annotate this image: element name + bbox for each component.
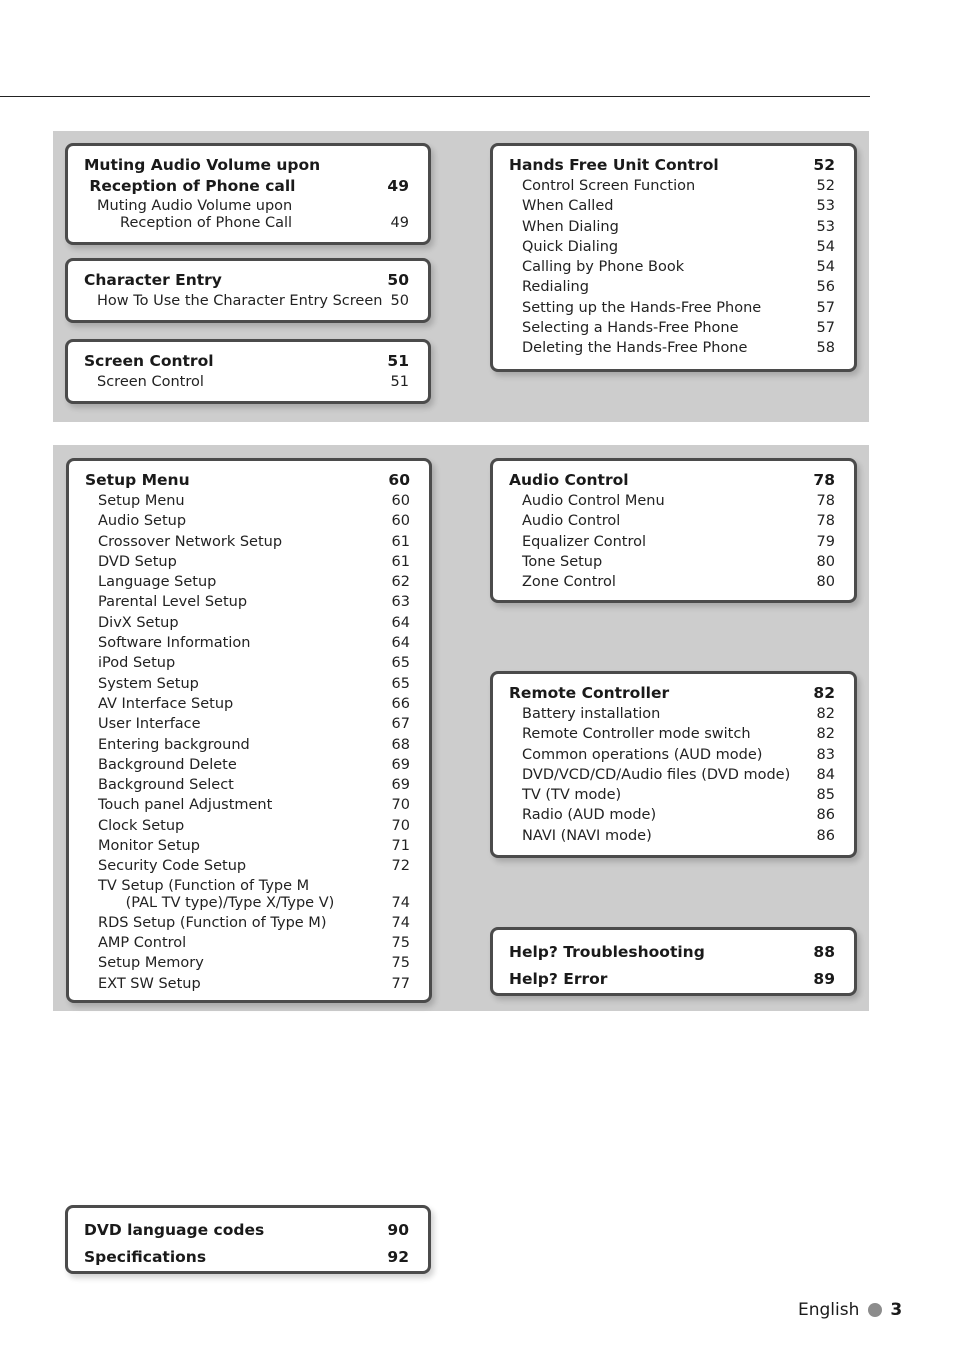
toc-entry-label: Crossover Network Setup bbox=[98, 533, 283, 550]
toc-entry[interactable] bbox=[85, 613, 410, 633]
toc-entry[interactable] bbox=[85, 592, 410, 612]
toc-entry-page: 75 bbox=[391, 934, 410, 951]
toc-entry[interactable] bbox=[509, 237, 835, 257]
toc-entry-page: 64 bbox=[391, 614, 410, 631]
toc-entry[interactable] bbox=[85, 552, 410, 572]
toc-entry[interactable] bbox=[509, 552, 835, 572]
toc-entry-label: NAVI (NAVI mode) bbox=[522, 827, 652, 844]
toc-entry[interactable] bbox=[509, 785, 835, 805]
page-footer bbox=[798, 1300, 902, 1320]
toc-entry-page: 57 bbox=[816, 299, 835, 316]
toc-entry-label: TV (TV mode) bbox=[522, 787, 622, 804]
toc-entry[interactable] bbox=[509, 572, 835, 592]
toc-entry-label: Audio Control bbox=[522, 513, 621, 530]
toc-entry-label: Clock Setup bbox=[98, 817, 185, 834]
toc-entry-label: Audio Setup bbox=[98, 513, 187, 530]
toc-entry-label: Setting up the Hands-Free Phone bbox=[522, 299, 762, 316]
toc-entry-label: Background Delete bbox=[98, 756, 237, 773]
toc-heading-page: 50 bbox=[387, 271, 409, 289]
toc-entry-label: Common operations (AUD mode) bbox=[522, 746, 763, 763]
toc-entry-label: When Called bbox=[522, 198, 614, 215]
toc-heading-page: 82 bbox=[813, 684, 835, 702]
toc-entry-label: RDS Setup (Function of Type M) bbox=[98, 914, 327, 931]
toc-entry-page: 74 bbox=[391, 894, 410, 911]
toc-heading[interactable] bbox=[509, 470, 835, 491]
toc-entry-label: iPod Setup bbox=[98, 655, 176, 672]
toc-entry-label: Entering background bbox=[98, 736, 250, 753]
toc-entry-page: 63 bbox=[391, 594, 410, 611]
toc-heading[interactable] bbox=[84, 351, 409, 372]
toc-entry[interactable] bbox=[85, 877, 410, 913]
toc-heading-label: Audio Control bbox=[509, 471, 629, 489]
toc-entry-page: 70 bbox=[391, 817, 410, 834]
toc-heading[interactable] bbox=[509, 966, 835, 993]
toc-entry-page: 58 bbox=[816, 340, 835, 357]
toc-entry[interactable] bbox=[509, 277, 835, 297]
toc-entry-page: 51 bbox=[390, 374, 409, 390]
toc-entry-page: 83 bbox=[816, 746, 835, 763]
toc-heading-page: 49 bbox=[387, 177, 409, 195]
toc-entry[interactable] bbox=[85, 714, 410, 734]
toc-entry[interactable] bbox=[509, 176, 835, 196]
toc-heading-page: 52 bbox=[813, 156, 835, 174]
toc-entry-page: 79 bbox=[816, 533, 835, 550]
toc-entry-label: Screen Control bbox=[97, 374, 204, 390]
toc-entry-label: Touch panel Adjustment bbox=[98, 797, 273, 814]
toc-entry-page: 70 bbox=[391, 797, 410, 814]
toc-entry-page: 78 bbox=[816, 493, 835, 509]
toc-entry-page: 54 bbox=[816, 238, 835, 255]
toc-entry-label: Software Information bbox=[98, 635, 251, 652]
toc-entry-label: Selecting a Hands-Free Phone bbox=[522, 320, 739, 337]
toc-entry-label: EXT SW Setup bbox=[98, 975, 201, 992]
toc-entry-label: Redialing bbox=[522, 279, 589, 296]
toc-entry-page: 85 bbox=[816, 787, 835, 804]
toc-entry-page: 53 bbox=[816, 198, 835, 215]
toc-entry-label: AV Interface Setup bbox=[98, 695, 234, 712]
toc-entry-label: Setup Memory bbox=[98, 955, 204, 972]
toc-heading[interactable] bbox=[509, 155, 835, 176]
toc-box-help bbox=[490, 927, 857, 996]
toc-heading-label: Help? Error bbox=[509, 970, 608, 988]
toc-entry-label: Monitor Setup bbox=[98, 838, 200, 855]
toc-entry[interactable] bbox=[85, 775, 410, 795]
toc-entry[interactable] bbox=[85, 913, 410, 933]
toc-entry-page: 62 bbox=[391, 574, 410, 591]
toc-heading-page: 60 bbox=[388, 471, 410, 489]
toc-entry[interactable] bbox=[85, 953, 410, 973]
toc-entry-label: Setup Menu bbox=[98, 493, 185, 509]
toc-entry-page: 80 bbox=[816, 553, 835, 570]
toc-heading-label: DVD language codes bbox=[84, 1221, 265, 1239]
toc-entry-page: 75 bbox=[391, 955, 410, 972]
toc-entry-label: Deleting the Hands-Free Phone bbox=[522, 340, 748, 357]
toc-entry-page: 77 bbox=[391, 975, 410, 992]
toc-heading[interactable] bbox=[84, 155, 409, 197]
toc-entry-page: 49 bbox=[390, 215, 409, 231]
toc-heading-label: Specifications bbox=[84, 1248, 207, 1266]
toc-heading[interactable] bbox=[84, 1217, 409, 1244]
toc-entry-page: 84 bbox=[816, 766, 835, 783]
toc-entry[interactable] bbox=[509, 511, 835, 531]
toc-entry[interactable] bbox=[85, 653, 410, 673]
toc-entry-page: 64 bbox=[391, 635, 410, 652]
toc-heading-page: 92 bbox=[387, 1248, 409, 1266]
toc-entry-page: 67 bbox=[391, 716, 410, 733]
toc-entry-label: AMP Control bbox=[98, 934, 187, 951]
toc-entry-page: 78 bbox=[816, 513, 835, 530]
toc-entry-label: Remote Controller mode switch bbox=[522, 726, 751, 743]
toc-entry-label: Language Setup bbox=[98, 574, 217, 591]
toc-heading-label: Setup Menu bbox=[85, 471, 190, 489]
toc-box-remote-controller bbox=[490, 671, 857, 858]
toc-heading-label: Muting Audio Volume upon Reception of Phone call bbox=[84, 156, 321, 195]
toc-entry[interactable] bbox=[85, 633, 410, 653]
toc-entry[interactable] bbox=[85, 572, 410, 592]
toc-entry-page: 61 bbox=[391, 533, 410, 550]
toc-entry-label: Background Select bbox=[98, 777, 234, 794]
toc-entry-label: DivX Setup bbox=[98, 614, 179, 631]
toc-entry-page: 56 bbox=[816, 279, 835, 296]
toc-entry[interactable] bbox=[509, 724, 835, 744]
toc-box-screen-control bbox=[65, 339, 431, 404]
toc-heading-label: Screen Control bbox=[84, 352, 214, 370]
toc-entry-label: Audio Control Menu bbox=[522, 493, 665, 509]
toc-entry-page: 53 bbox=[816, 218, 835, 235]
toc-heading[interactable] bbox=[84, 1244, 409, 1271]
toc-entry[interactable] bbox=[85, 511, 410, 531]
toc-entry[interactable] bbox=[509, 826, 835, 846]
toc-entry-label: Parental Level Setup bbox=[98, 594, 248, 611]
toc-entry-page: 74 bbox=[391, 914, 410, 931]
toc-heading-page: 78 bbox=[813, 471, 835, 489]
toc-entry-label: Control Screen Function bbox=[522, 178, 696, 194]
toc-heading[interactable] bbox=[509, 939, 835, 966]
footer-language: English bbox=[798, 1300, 860, 1320]
toc-entry[interactable] bbox=[85, 735, 410, 755]
toc-entry-page: 82 bbox=[816, 726, 835, 743]
toc-entry-page: 69 bbox=[391, 756, 410, 773]
toc-box-hands-free bbox=[490, 143, 857, 372]
toc-heading-page: 90 bbox=[387, 1221, 409, 1239]
toc-entry[interactable] bbox=[85, 856, 410, 876]
toc-entry-label: DVD/VCD/CD/Audio files (DVD mode) bbox=[522, 766, 791, 783]
toc-heading-label: Character Entry bbox=[84, 271, 222, 289]
toc-heading[interactable] bbox=[85, 470, 410, 491]
toc-entry[interactable] bbox=[509, 257, 835, 277]
toc-entry[interactable] bbox=[509, 338, 835, 358]
toc-entry[interactable] bbox=[85, 694, 410, 714]
toc-heading-page: 88 bbox=[813, 943, 835, 961]
toc-entry[interactable] bbox=[509, 217, 835, 237]
toc-heading-label: Remote Controller bbox=[509, 684, 670, 702]
toc-entry[interactable] bbox=[509, 491, 835, 511]
toc-entry[interactable] bbox=[85, 933, 410, 953]
toc-entry[interactable] bbox=[85, 532, 410, 552]
toc-entry[interactable] bbox=[84, 197, 409, 233]
toc-box-setup-menu bbox=[66, 458, 432, 1003]
toc-entry-page: 68 bbox=[391, 736, 410, 753]
toc-entry-label: Muting Audio Volume upon Reception of Phone Call bbox=[97, 198, 293, 231]
toc-entry-page: 57 bbox=[816, 320, 835, 337]
toc-entry-page: 60 bbox=[391, 513, 410, 530]
toc-entry[interactable] bbox=[85, 755, 410, 775]
toc-heading-label: Help? Troubleshooting bbox=[509, 943, 705, 961]
toc-entry-page: 80 bbox=[816, 574, 835, 591]
toc-entry-label: Quick Dialing bbox=[522, 238, 619, 255]
toc-entry-page: 86 bbox=[816, 827, 835, 844]
toc-entry-page: 69 bbox=[391, 777, 410, 794]
toc-entry-page: 82 bbox=[816, 706, 835, 722]
toc-entry[interactable] bbox=[509, 765, 835, 785]
toc-heading-label: Hands Free Unit Control bbox=[509, 156, 719, 174]
toc-entry[interactable] bbox=[85, 674, 410, 694]
toc-entry-page: 86 bbox=[816, 807, 835, 824]
toc-entry-page: 72 bbox=[391, 858, 410, 875]
toc-entry-label: Battery installation bbox=[522, 706, 661, 722]
toc-entry-page: 65 bbox=[391, 655, 410, 672]
toc-entry-page: 66 bbox=[391, 695, 410, 712]
toc-entry[interactable] bbox=[85, 491, 410, 511]
top-rule bbox=[0, 96, 870, 97]
toc-entry-page: 50 bbox=[390, 293, 409, 309]
toc-box-character-entry bbox=[65, 258, 431, 323]
toc-entry-page: 52 bbox=[816, 178, 835, 194]
bullet-dot-icon bbox=[868, 1303, 882, 1317]
toc-entry[interactable] bbox=[509, 298, 835, 318]
toc-entry[interactable] bbox=[509, 318, 835, 338]
toc-box-appendix bbox=[65, 1205, 431, 1274]
toc-entry-label: Calling by Phone Book bbox=[522, 259, 685, 276]
toc-entry[interactable] bbox=[85, 816, 410, 836]
toc-entry-label: Radio (AUD mode) bbox=[522, 807, 657, 824]
toc-entry-page: 60 bbox=[391, 493, 410, 509]
toc-entry-label: Security Code Setup bbox=[98, 858, 247, 875]
toc-entry[interactable] bbox=[509, 532, 835, 552]
page-number: 3 bbox=[890, 1300, 903, 1320]
toc-entry-page: 65 bbox=[391, 675, 410, 692]
toc-entry[interactable] bbox=[509, 805, 835, 825]
toc-entry[interactable] bbox=[509, 704, 835, 724]
toc-entry[interactable] bbox=[85, 836, 410, 856]
toc-entry[interactable] bbox=[84, 291, 409, 311]
toc-entry-label: DVD Setup bbox=[98, 553, 177, 570]
toc-entry-label: How To Use the Character Entry Screen bbox=[97, 293, 383, 309]
toc-box-muting-audio bbox=[65, 143, 431, 245]
toc-entry-label: Zone Control bbox=[522, 574, 616, 591]
toc-entry-label: User Interface bbox=[98, 716, 201, 733]
toc-entry-page: 54 bbox=[816, 259, 835, 276]
toc-entry[interactable] bbox=[84, 372, 409, 392]
toc-entry[interactable] bbox=[85, 974, 410, 994]
toc-entry-label: Tone Setup bbox=[522, 553, 603, 570]
toc-heading-page: 89 bbox=[813, 970, 835, 988]
toc-entry-label: TV Setup (Function of Type M (PAL TV type)/Type X/Type V) bbox=[98, 877, 335, 911]
toc-entry-label: Equalizer Control bbox=[522, 533, 647, 550]
toc-entry[interactable] bbox=[509, 196, 835, 216]
toc-heading[interactable] bbox=[84, 270, 409, 291]
toc-entry-label: System Setup bbox=[98, 675, 199, 692]
toc-heading[interactable] bbox=[509, 683, 835, 704]
toc-entry-page: 71 bbox=[391, 838, 410, 855]
toc-entry[interactable] bbox=[509, 745, 835, 765]
toc-heading-page: 51 bbox=[387, 352, 409, 370]
toc-box-audio-control bbox=[490, 458, 857, 603]
toc-entry[interactable] bbox=[85, 795, 410, 815]
toc-entry-label: When Dialing bbox=[522, 218, 619, 235]
toc-entry-page: 61 bbox=[391, 553, 410, 570]
